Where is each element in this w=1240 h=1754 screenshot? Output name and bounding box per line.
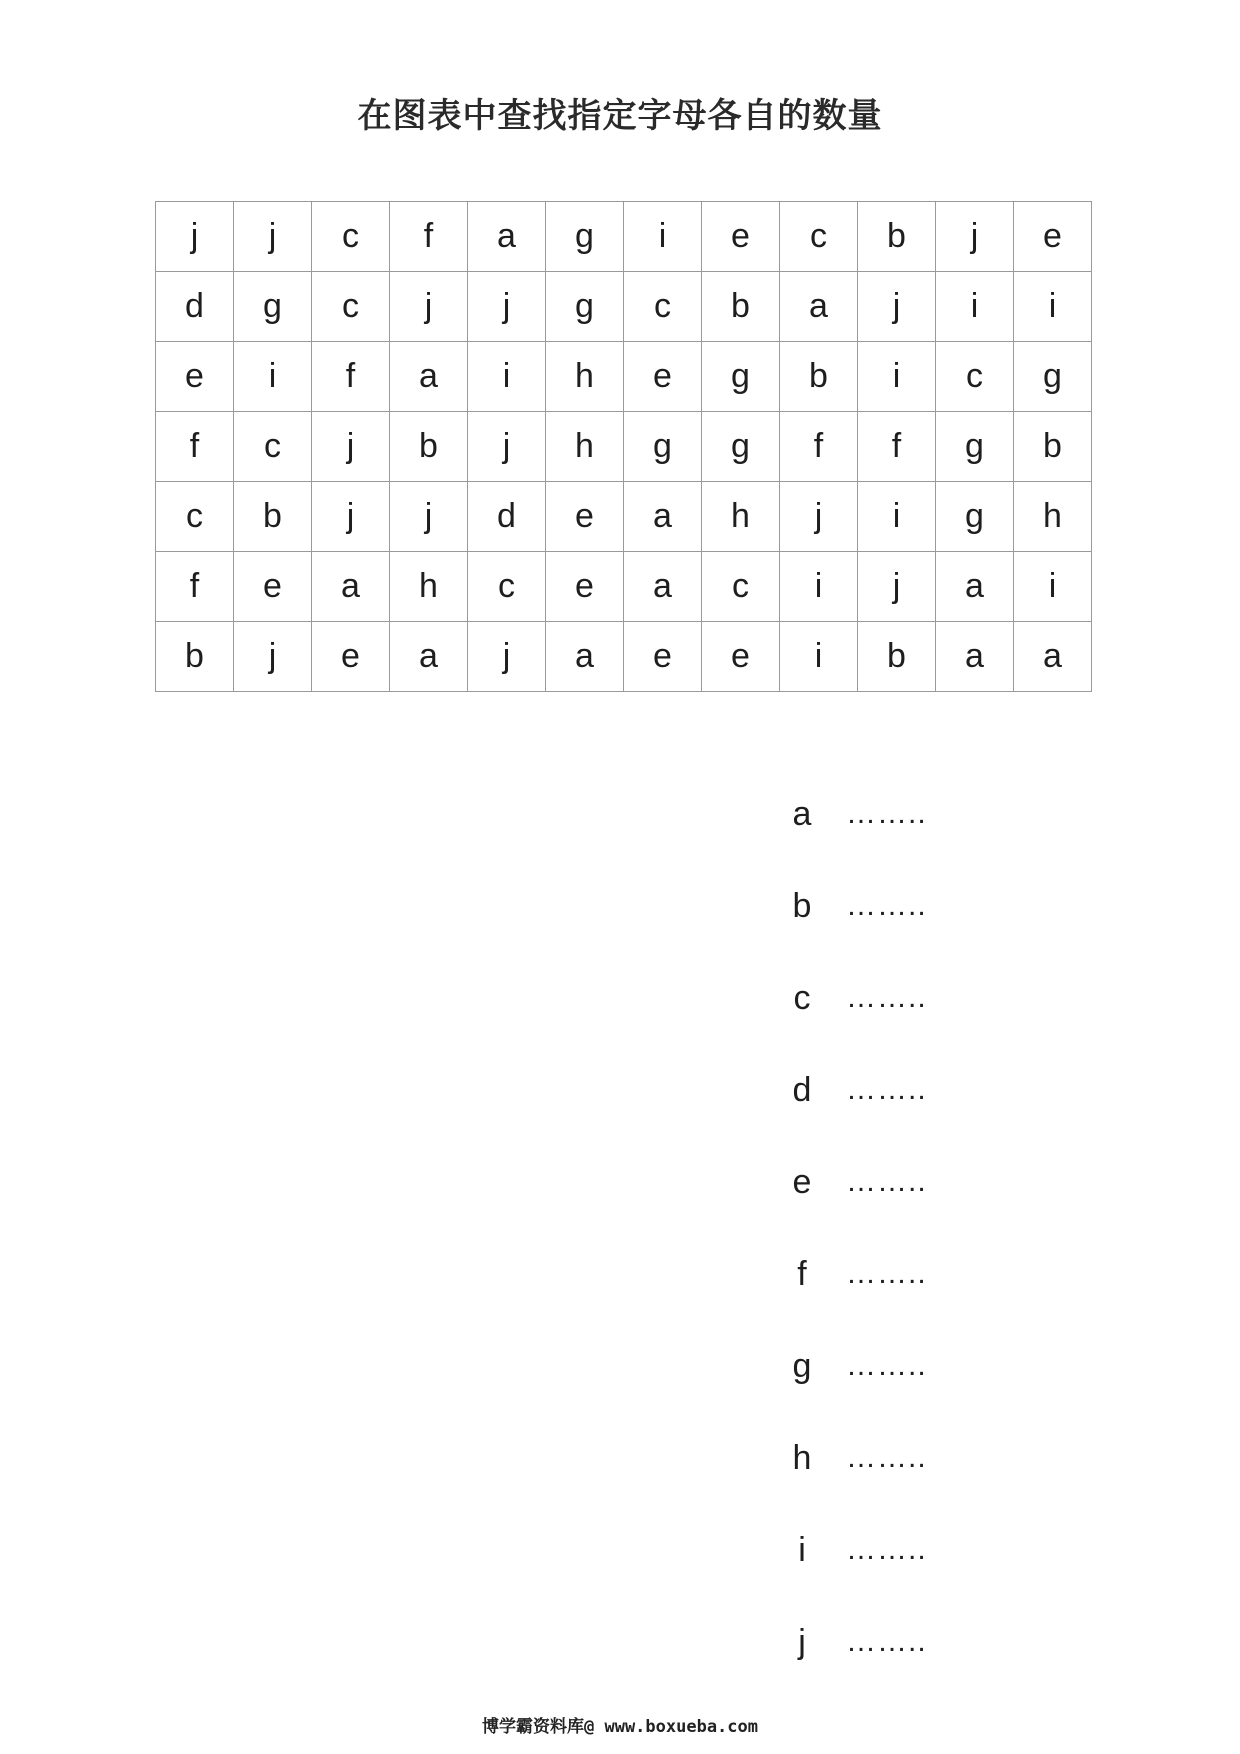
grid-cell: c [234, 412, 312, 482]
grid-cell: i [1014, 272, 1092, 342]
grid-cell: e [546, 482, 624, 552]
grid-cell: b [858, 202, 936, 272]
grid-cell: e [546, 552, 624, 622]
grid-cell: e [624, 622, 702, 692]
grid-cell: e [1014, 202, 1092, 272]
grid-cell: a [390, 342, 468, 412]
answer-letter: h [792, 1438, 812, 1477]
grid-cell: a [624, 552, 702, 622]
grid-cell: i [936, 272, 1014, 342]
letter-grid [155, 201, 1092, 692]
answer-blank[interactable]: …….. [846, 1625, 927, 1658]
grid-cell: f [390, 202, 468, 272]
grid-cell: a [780, 272, 858, 342]
answer-row [770, 952, 927, 1044]
answer-blank[interactable]: …….. [846, 797, 927, 830]
grid-cell: b [702, 272, 780, 342]
grid-cell: j [234, 202, 312, 272]
answer-letter: j [798, 1622, 806, 1661]
answer-blank[interactable]: …….. [846, 1349, 927, 1382]
grid-cell: b [234, 482, 312, 552]
answer-letter: e [792, 1162, 812, 1201]
grid-cell: j [312, 482, 390, 552]
grid-cell: j [468, 622, 546, 692]
grid-cell: j [390, 272, 468, 342]
grid-cell: a [468, 202, 546, 272]
answer-letter: b [792, 886, 812, 925]
answer-letter: a [792, 794, 812, 833]
grid-cell: e [156, 342, 234, 412]
grid-cell: a [312, 552, 390, 622]
grid-cell: a [936, 552, 1014, 622]
answer-blank[interactable]: …….. [846, 889, 927, 922]
answer-letter: i [798, 1530, 806, 1569]
answer-letter: d [792, 1070, 812, 1109]
answer-row [770, 1136, 927, 1228]
answer-blank[interactable]: …….. [846, 1441, 927, 1474]
grid-cell: j [936, 202, 1014, 272]
grid-cell: i [858, 482, 936, 552]
grid-row [156, 622, 1092, 692]
grid-cell: g [624, 412, 702, 482]
letter-grid-body [156, 202, 1092, 692]
grid-cell: i [468, 342, 546, 412]
grid-cell: c [156, 482, 234, 552]
grid-cell: i [780, 622, 858, 692]
grid-row [156, 552, 1092, 622]
grid-cell: h [546, 342, 624, 412]
answer-letter: g [792, 1346, 812, 1385]
footer-watermark: 博学霸资料库@ www.boxueba.com [482, 1717, 758, 1737]
answer-blank[interactable]: …….. [846, 1165, 927, 1198]
page-title: 在图表中查找指定字母各自的数量 [357, 96, 883, 136]
grid-cell: b [858, 622, 936, 692]
grid-cell: a [624, 482, 702, 552]
answer-blank[interactable]: …….. [846, 1257, 927, 1290]
answer-blank[interactable]: …….. [846, 981, 927, 1014]
grid-cell: j [234, 622, 312, 692]
grid-cell: c [702, 552, 780, 622]
answer-blank[interactable]: …….. [846, 1533, 927, 1566]
grid-cell: i [624, 202, 702, 272]
grid-cell: g [1014, 342, 1092, 412]
grid-cell: b [390, 412, 468, 482]
answer-row [770, 860, 927, 952]
grid-cell: g [546, 272, 624, 342]
grid-cell: g [234, 272, 312, 342]
grid-cell: c [468, 552, 546, 622]
grid-cell: c [780, 202, 858, 272]
grid-cell: j [468, 272, 546, 342]
grid-cell: e [312, 622, 390, 692]
grid-cell: f [780, 412, 858, 482]
grid-cell: f [156, 412, 234, 482]
answer-blank[interactable]: …….. [846, 1073, 927, 1106]
grid-cell: b [780, 342, 858, 412]
grid-cell: i [858, 342, 936, 412]
grid-row [156, 202, 1092, 272]
grid-cell: e [234, 552, 312, 622]
grid-cell: j [780, 482, 858, 552]
grid-cell: j [156, 202, 234, 272]
answer-row [770, 1596, 927, 1688]
answer-letter: f [797, 1254, 807, 1293]
answer-list [770, 768, 927, 1688]
grid-cell: c [312, 272, 390, 342]
grid-cell: f [156, 552, 234, 622]
grid-cell: j [858, 272, 936, 342]
grid-cell: h [546, 412, 624, 482]
grid-cell: e [624, 342, 702, 412]
grid-cell: f [858, 412, 936, 482]
grid-cell: i [780, 552, 858, 622]
grid-cell: i [234, 342, 312, 412]
grid-row [156, 342, 1092, 412]
grid-cell: g [546, 202, 624, 272]
answer-row [770, 1228, 927, 1320]
answer-row [770, 1504, 927, 1596]
grid-cell: a [546, 622, 624, 692]
grid-cell: h [1014, 482, 1092, 552]
answer-row [770, 1320, 927, 1412]
grid-cell: f [312, 342, 390, 412]
grid-cell: g [702, 412, 780, 482]
grid-cell: a [390, 622, 468, 692]
grid-cell: j [390, 482, 468, 552]
grid-row [156, 482, 1092, 552]
grid-cell: e [702, 622, 780, 692]
grid-cell: h [702, 482, 780, 552]
grid-cell: j [312, 412, 390, 482]
grid-cell: b [1014, 412, 1092, 482]
answer-row [770, 1044, 927, 1136]
grid-row [156, 412, 1092, 482]
grid-cell: h [390, 552, 468, 622]
grid-cell: j [468, 412, 546, 482]
answer-row [770, 768, 927, 860]
grid-cell: d [468, 482, 546, 552]
grid-row [156, 272, 1092, 342]
grid-cell: e [702, 202, 780, 272]
grid-cell: a [1014, 622, 1092, 692]
grid-cell: c [624, 272, 702, 342]
grid-cell: c [936, 342, 1014, 412]
grid-cell: i [1014, 552, 1092, 622]
grid-cell: g [936, 482, 1014, 552]
grid-cell: g [702, 342, 780, 412]
grid-cell: d [156, 272, 234, 342]
grid-cell: g [936, 412, 1014, 482]
grid-cell: a [936, 622, 1014, 692]
grid-cell: c [312, 202, 390, 272]
grid-cell: j [858, 552, 936, 622]
answer-letter: c [793, 978, 811, 1017]
answer-row [770, 1412, 927, 1504]
grid-cell: b [156, 622, 234, 692]
